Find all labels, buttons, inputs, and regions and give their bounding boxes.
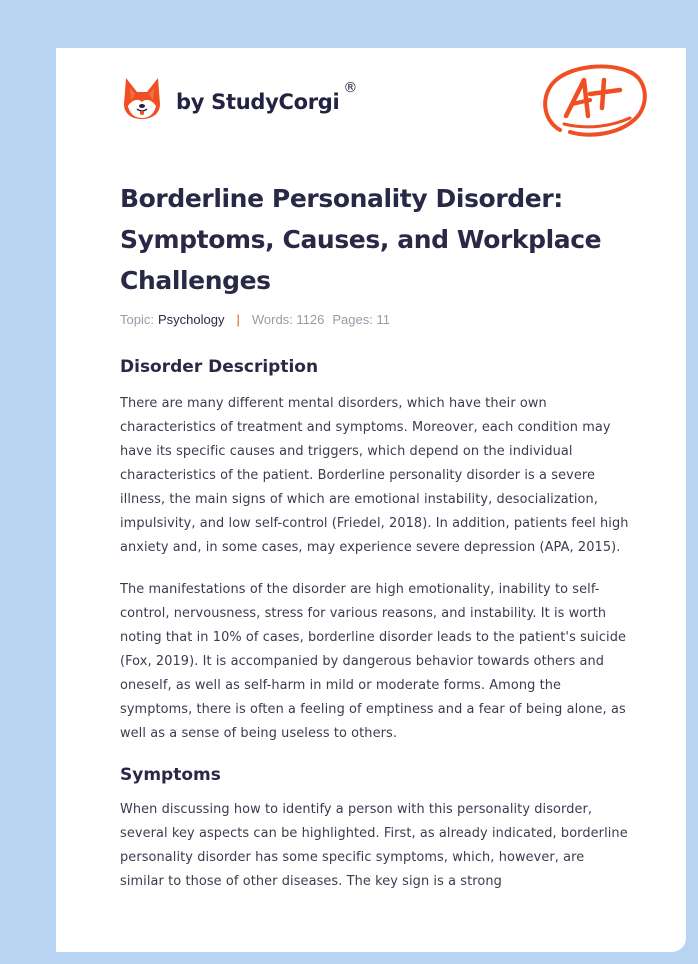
page-count: Pages: 11 (332, 312, 390, 327)
registered-mark: ® (343, 80, 358, 96)
corgi-icon (122, 76, 162, 120)
word-count: Words: 1126 (251, 312, 325, 327)
meta-separator: | (236, 312, 240, 327)
section-heading-disorder-description: Disorder Description (120, 357, 319, 377)
topic-label: Topic: (120, 312, 154, 327)
paragraph: The manifestations of the disorder are high emotionality, inability to self-control, nervousness, stress for various reasons, and instability. It is worth noting that in 10% of cases, borderline disorder leads to the patient's suicide (Fox, 2019). It is accompanied by dangerous behavior towards others and oneself, as well as self-harm in mild or moderate forms. Among the symptoms, there is often a feeling of emptiness and a fear of being alone, as well as a sense of being useless to others. (120, 582, 627, 741)
page-title: Borderline Personality Disorder: Symptoms, Causes, and Workplace Challenges (120, 184, 602, 295)
topic-link[interactable]: Psychology (157, 312, 225, 327)
section-heading-symptoms: Symptoms (120, 765, 221, 785)
article-body (120, 344, 630, 912)
paragraph: When discussing how to identify a person with this personality disorder, several key aspects can be highlighted. First, as already indicated, borderline personality disorder has some specific symptoms, which, however, are similar to those of other diseases. The key sign is a strong (120, 802, 628, 889)
paragraph: There are many different mental disorders, which have their own characteristics of treatment and symptoms. Moreover, each condition may have its specific causes and triggers, which depend on the individual characteristics of the patient. Borderline personality disorder is a severe illness, the main signs of which are emotional instability, desocialization, impulsivity, and low self-control (Friedel, 2018). In addition, patients feel high anxiety and, in some cases, may experience severe depression (APA, 2015). (120, 396, 629, 555)
a-plus-grade-icon (538, 58, 650, 147)
brand-name: by StudyCorgi (176, 90, 340, 114)
studycorgi-logo[interactable] (122, 76, 357, 120)
article-meta (120, 312, 390, 327)
document-card (56, 48, 686, 952)
